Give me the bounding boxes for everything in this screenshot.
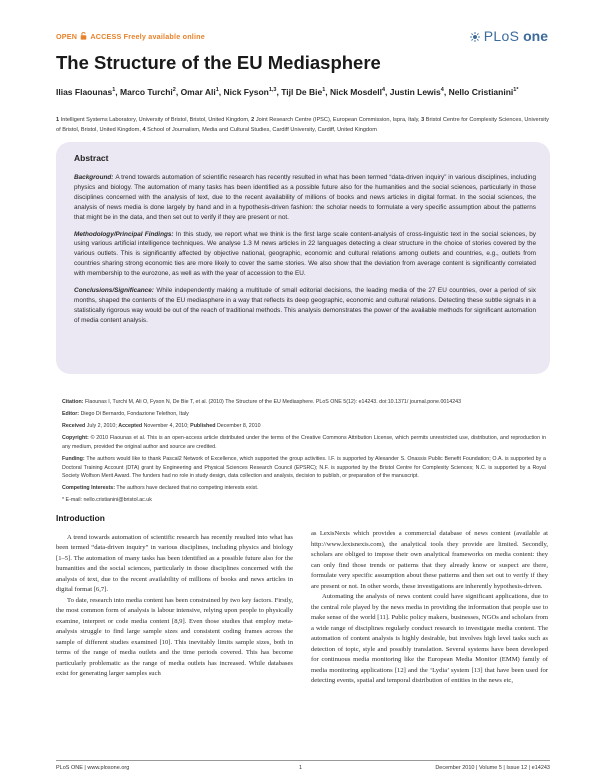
editor-text: Diego Di Bernardo, Fondazione Telethon, Italy (80, 411, 189, 418)
received-date: July 2, 2010; (86, 423, 117, 430)
competing-text: The authors have declared that no competing interests exist. (116, 485, 259, 492)
affiliation-text: Intelligent Systems Laboratory, University of Bristol, Bristol, United Kingdom, (60, 117, 252, 123)
body-paragraph: Automating the analysis of news content could have significant applications, due to the central role played by the news media in providing the information that people use to make sense of the world [11]. Public policy makers, businesses, NGOs and scholars from a wide range of disciplines regularly conduct research to investigate media content. The automation of content analysis is highly desirable, but involves high level tasks such as detection of topic, style and possibly translation. Several systems have been developed for continuous media monitoring like the European Media Monitor (EMM) family of media monitoring applications [12] and the ‘Lydia’ system [13] that have been used for detecting events, spatial and temporal distribution of entities in the news etc, (311, 593, 548, 684)
open-lock-icon (80, 32, 87, 40)
open-label: OPEN (56, 32, 78, 41)
accepted-date: November 4, 2010; (143, 423, 189, 430)
open-access-logo (56, 32, 205, 41)
affiliation-number: 4 (142, 126, 148, 133)
body-paragraph: A trend towards automation of scientific research has recently resulted into what has been termed “data-driven inquiry” in various disciplines, including physics and biology [1–5]. The automation of many tasks has been identified as a possible future also for the humanities and the social sciences, particularly in those disciplines concerned with the analysis of text, due to the recent availability of millions of books and news articles in digital format [6,7]. (56, 533, 293, 593)
abstract-paragraph (74, 230, 536, 280)
email (62, 496, 546, 505)
plos-one-logo (470, 28, 548, 44)
article-title: The Structure of the EU Mediasphere (56, 52, 381, 73)
author-name: Ilias Flaounas$^1$ (56, 86, 116, 97)
footer-issue-info: December 2010 | Volume 5 | Issue 12 | e14243 (435, 765, 550, 771)
introduction-heading: Introduction (56, 513, 105, 523)
received-label: Received (62, 423, 86, 430)
author-name: Nello Cristianini$^{1*}$ (448, 86, 519, 97)
author-affiliation-marker: 1 (112, 87, 116, 93)
footer-journal[interactable]: PLoS ONE | www.plosone.org (56, 765, 130, 771)
footer-divider (56, 760, 550, 761)
author-name: Nick Fyson$^{1,3}$ (223, 86, 277, 97)
journal-header (56, 29, 548, 49)
funding-text: The authors would like to thank Pascal2 Network of Excellence, which supported the group activities. I.F. is supported by Alexander S. Onassis Public Benefit Foundation; O.A. is supported by a Doctoral Training Account (DTA) grant by Engineering and Physical Sciences Research Council (EPSRC); N.F. is supported by the Bristol Centre for Complexity Sciences; N.C. is supported by a Royal Society Wolfson Merit Award. The funders had no role in study design, data collection and analysis, decision to publish, or preparation of the manuscript. (62, 455, 546, 480)
author-name: Nick Mosdell$^4$ (329, 86, 386, 97)
author-affiliation-marker: 4 (381, 87, 386, 93)
affiliation-text: School of Journalism, Media and Cultural Studies, Cardiff University, Cardiff, United Kingdom (147, 126, 377, 133)
funding (62, 455, 546, 481)
author-affiliation-marker: 1 (322, 87, 326, 93)
author-name: Justin Lewis$^4$ (389, 86, 444, 97)
plos-wordmark: PLoS (483, 28, 520, 44)
author-list: Ilias Flaounas$^1$, Marco Turchi$^2$, Omar Ali$^1$, Nick Fyson$^{1,3}$, Tijl De Bie$^1$, Nick Mosdell$^4$, Justin Lewis$^4$, Nello Cristianini$^{1*}$ (56, 86, 519, 97)
competing-interests (62, 484, 546, 493)
body-left-column (56, 510, 293, 680)
affiliation-text: Joint Research Centre (IPSC), European Commission, Ispra, Italy, (255, 117, 422, 123)
author-affiliation-marker: 1 (215, 87, 219, 93)
article-metadata (62, 398, 546, 508)
accepted-label: Accepted (118, 423, 143, 430)
author-name: Marco Turchi$^2$ (120, 86, 176, 97)
abstract-sections (74, 173, 536, 326)
one-wordmark: one (523, 28, 548, 44)
abstract-paragraph (74, 286, 536, 326)
author-affiliation-marker: 1* (513, 87, 519, 93)
published-date: December 8, 2010 (216, 423, 261, 430)
dates (62, 422, 546, 431)
abstract-paragraph (74, 173, 536, 223)
abstract-section-label: Methodology/Principal Findings: (74, 230, 176, 238)
citation-label: Citation: (62, 399, 84, 405)
author-name: Tijl De Bie$^1$ (281, 86, 326, 97)
email-link[interactable]: * E-mail: nello.cristianini@bristol.ac.uk (62, 497, 152, 504)
abstract-section-text: While independently making a multitude of small editorial decisions, the leading media of the 27 EU countries, over a period of six months, shaped the contents of the EU mediasphere in a way that reflects its deep geographic, economic and cultural relations. Detecting these subtle signals in a statistically rigorous way would be out of the reach of traditional methods. This analysis demonstrates the power of the available methods for significant automation of media content analysis. (74, 287, 536, 324)
affiliation-text: Bristol Centre for Complexity Sciences, University of Bristol, Bristol, United Kingdom, (56, 117, 549, 133)
affiliation-number: 2 (251, 117, 256, 123)
funding-label: Funding: (62, 455, 85, 462)
copyright-text: © 2010 Flaounas et al. This is an open-access article distributed under the terms of the Creative Commons Attribution License, which permits unrestricted use, distribution, and reproduction in any medium, provided the original author and source are credited. (62, 435, 546, 450)
author-name: Omar Ali$^1$ (180, 86, 219, 97)
editor-label: Editor: (62, 411, 80, 418)
abstract-section-text: A trend towards automation of scientific research has recently resulted in what has been termed “data-driven inquiry” in various disciplines, including physics and biology. The automation of many tasks has been identified as a possible future also for the humanities and the social sciences, particularly in those disciplines concerned with the analysis of text, due to the recent availability of millions of books and news articles in digital format. In the social sciences, the analysis of news media is done largely by hand and in a hypothesis-driven fashion: the scholar needs to formulate a very specific assumption about the patterns that might be in the data, and then set out to verify if they are present or not. (74, 174, 537, 221)
abstract-box (56, 142, 550, 374)
access-label: ACCESS (90, 32, 122, 41)
plos-sun-icon (470, 32, 480, 42)
abstract-section-text: In this study, we report what we think is the first large scale content-analysis of cross-linguistic text in the social sciences, by using various artificial intelligence techniques. We analyse 1.3 M news articles in 22 languages detecting a clear structure in the choice of stories covered by the various outlets. This is significantly affected by objective national, geographic, economic and cultural relations among outlets and countries, e.g., outlets from countries sharing strong economic ties are more likely to cover the same stories. We also show that the deviation from average content is significantly correlated with membership to the eurozone, as well as with the year of accession to the EU. (74, 230, 537, 278)
page-footer (56, 765, 550, 775)
body-paragraph: To date, research into media content has been constrained by two key factors. Firstly, the most common form of analysis is labour intensive, relying upon people to physically examine, interpret or code media content [8,9]. Even those studies that employ meta-analysis struggle to find large sample sizes and consistent coding frames across the sample of different studies examined [10]. This inevitably limits sample sizes, both in terms of the range of media outlets and the time periods covered. This has become particularly problematic as the range of media outlets has increased. While databases exist for generating larger samples such (56, 596, 293, 677)
affiliation-number: 3 (421, 117, 426, 123)
citation-text: Flaounas I, Turchi M, Ali O, Fyson N, De Bie T, et al. (2010) The Structure of the EU Mediasphere. PLoS ONE 5(12): e14243. doi:10.1371/ journal.pone.0014243 (84, 399, 462, 405)
editor (62, 410, 546, 419)
abstract-section-label: Conclusions/Significance: (74, 287, 157, 295)
author-affiliation-marker: 2 (172, 87, 176, 93)
copyright-label: Copyright: (62, 435, 89, 442)
body-right-column (311, 529, 548, 687)
abstract-heading: Abstract (74, 153, 109, 163)
freely-available-label: Freely available online (123, 32, 205, 41)
citation (62, 398, 546, 407)
abstract-section-label: Background: (74, 174, 116, 181)
author-affiliation-marker: 4 (440, 87, 444, 93)
affiliation-list (56, 116, 551, 135)
author-affiliation-marker: 1,3 (268, 87, 277, 93)
affiliation-number: 1 (56, 117, 61, 123)
published-label: Published (190, 423, 216, 430)
footer-page-number: 1 (299, 765, 303, 771)
copyright (62, 434, 546, 451)
competing-label: Competing Interests: (62, 485, 115, 492)
body-paragraph: as LexisNexis which provides a commercial database of news content (available at http://www.lexisnexis.com), the analytical tools they provide are limited. Secondly, scholars are obliged to impose their own analytical frameworks on media content: they can only find those trends or patterns that they already know or suspect are there, formulate very specific assumption about these patterns and then set out to verify if they are present or not. In other words, these investigations are inherently hypothesis-driven. (311, 530, 548, 590)
